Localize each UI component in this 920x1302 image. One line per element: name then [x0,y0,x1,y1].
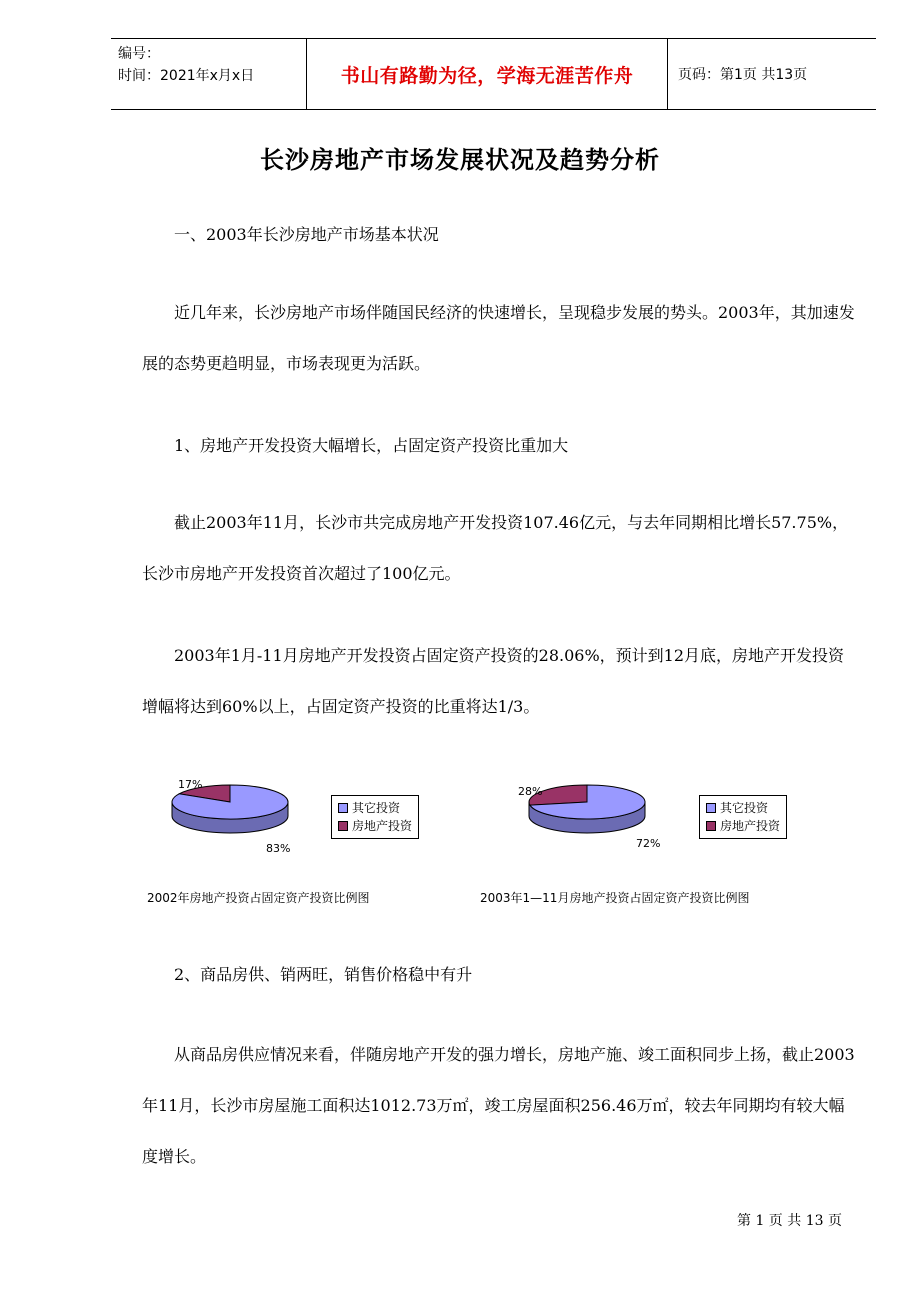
data-label: 83% [266,842,291,855]
paragraph: 2003年1月-11月房地产开发投资占固定资产投资的28.06%，预计到12月底，房地产开发投资增幅将达到60%以上，占固定资产投资的比重将达1/3。 [142,646,845,716]
data-label: 28% [518,785,543,798]
legend-item [706,817,780,835]
legend-item [706,799,780,817]
chart-legend [699,795,787,839]
header-page-label: 页码：第1页 共13页 [678,67,808,83]
paragraph: 近几年来，长沙房地产市场伴随国民经济的快速增长，呈现稳步发展的势头。2003年，其加速发展的态势更趋明显，市场表现更为活跃。 [142,303,855,373]
page-title: 长沙房地产市场发展状况及趋势分析 [260,146,660,174]
subsection-heading: 1、房地产开发投资大幅增长，占固定资产投资比重加大 [174,436,569,455]
header-motto: 书山有路勤为径，学海无涯苦作舟 [340,64,634,87]
legend-label: 房地产投资 [720,819,781,833]
paragraph: 从商品房供应情况来看，伴随房地产开发的强力增长，房地产施、竣工面积同步上扬，截止2003年11月，长沙市房屋施工面积达1012.73万㎡，竣工房屋面积256.46万㎡，较去年同期均有较大幅度增长。 [142,1045,855,1166]
legend-item [338,799,412,817]
document-header [111,38,876,110]
legend-label: 房地产投资 [352,819,413,833]
legend-label: 其它投资 [352,801,401,815]
legend-item [338,817,412,835]
data-label: 17% [178,778,203,791]
section-heading: 一、2003年长沙房地产市场基本状况 [174,225,439,244]
data-label: 72% [636,837,661,850]
header-meta [111,39,306,109]
legend-swatch [706,803,716,813]
header-divider [667,39,668,109]
page-footer: 第 1 页 共 13 页 [737,1213,842,1229]
legend-swatch [338,821,348,831]
subsection-heading: 2、商品房供、销两旺，销售价格稳中有升 [174,965,473,984]
paragraph: 截止2003年11月，长沙市共完成房地产开发投资107.46亿元，与去年同期相比增长57.75%，长沙市房地产开发投资首次超过了100亿元。 [142,513,849,583]
chart-title: 2003年1—11月房地产投资占固定资产投资比例图 [480,891,750,905]
number-label: 编号： [118,46,160,62]
date-label: 时间：2021年x月x日 [118,68,255,84]
legend-label: 其它投资 [720,801,769,815]
legend-swatch [338,803,348,813]
chart-title: 2002年房地产投资占固定资产投资比例图 [147,891,370,905]
legend-swatch [706,821,716,831]
chart-legend [331,795,419,839]
